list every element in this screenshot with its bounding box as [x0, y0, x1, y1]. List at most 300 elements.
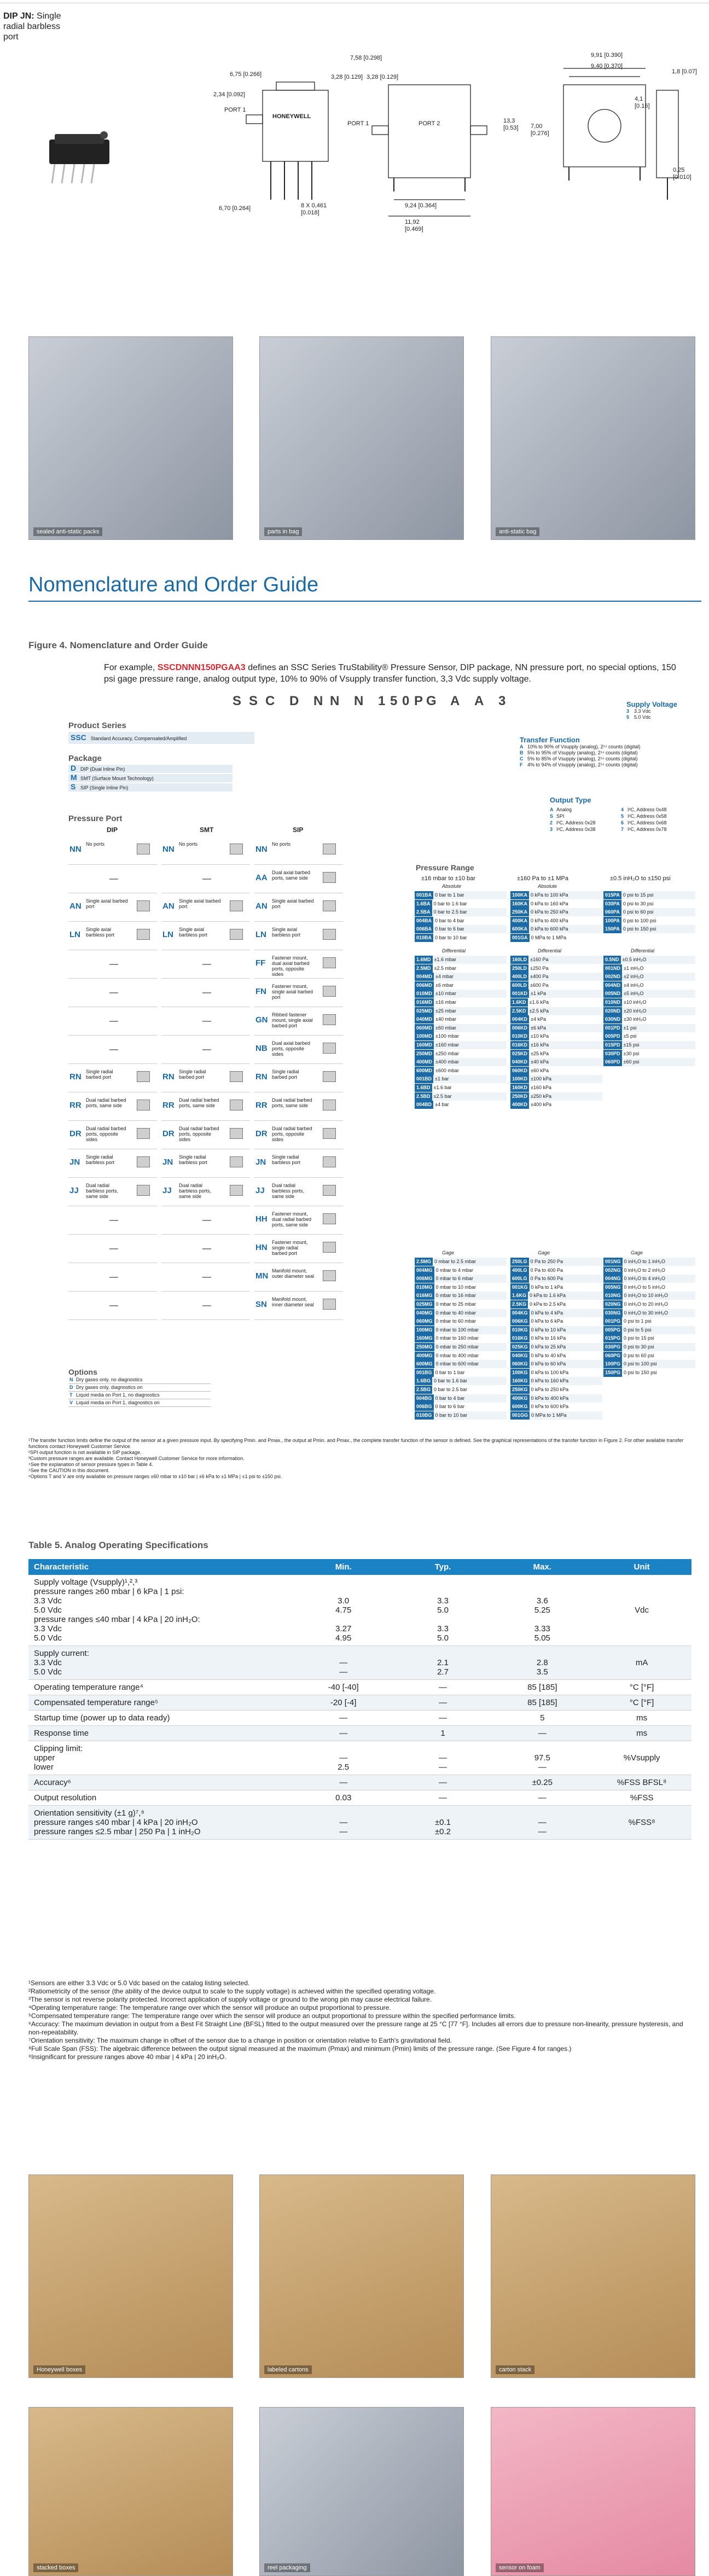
range-text: ±160 kPa: [531, 1085, 551, 1090]
spec-characteristic: Accuracy⁶: [28, 1775, 294, 1790]
port-cell: [68, 1007, 157, 1036]
range-row: [510, 990, 602, 998]
range-code: 100KG: [510, 1369, 530, 1377]
port-cell: [254, 1007, 343, 1036]
port-code: NN: [255, 845, 268, 854]
spec-max: —: [492, 1726, 592, 1741]
range-text: ±400 mbar: [435, 1059, 459, 1065]
range-row: [510, 973, 602, 981]
port-cell: [68, 836, 157, 865]
port-icon: [230, 1156, 243, 1167]
option-item: [68, 1376, 211, 1384]
range-code: 040KD: [510, 1058, 529, 1066]
range-row: [415, 1084, 507, 1092]
range-code: 150PG: [603, 1369, 622, 1377]
port-description: Fastener mount, single axial barbed port: [272, 984, 313, 1000]
range-code: 600KA: [510, 925, 529, 933]
port-code: LN: [255, 930, 266, 939]
range-code: 030PG: [603, 1343, 622, 1351]
port-empty: —: [202, 1216, 211, 1225]
port-empty: —: [202, 988, 211, 997]
port-code: LN: [162, 930, 173, 939]
code: 7: [621, 827, 624, 832]
label: I²C, Address 0x28: [556, 820, 596, 825]
range-code: 060PG: [603, 1352, 622, 1360]
range-code: 250MG: [415, 1343, 434, 1351]
label: Analog: [556, 807, 572, 812]
port-icon: [323, 1213, 336, 1224]
range-row: [510, 1309, 602, 1317]
range-row: [510, 964, 602, 973]
port-icon: [323, 1299, 336, 1310]
fig-note: ³Custom pressure ranges are available. Contact Honeywell Customer Service for more information.: [28, 1456, 245, 1461]
spec-unit: ms: [592, 1711, 691, 1726]
range-code: 001PG: [603, 1317, 622, 1325]
spec-unit: %FSS⁸: [592, 1806, 691, 1840]
port-empty: —: [109, 1272, 118, 1282]
port-empty: —: [109, 1016, 118, 1026]
sensor-product-photo: [33, 129, 134, 189]
port-description: Dual radial barbless ports, same side: [86, 1183, 119, 1199]
range-text: ±16 kPa: [531, 1042, 549, 1048]
range-code: 060PD: [603, 1058, 622, 1066]
port-cell: [68, 1149, 157, 1178]
output-item: [550, 827, 596, 833]
pressure-port-title: Pressure Port: [68, 814, 123, 823]
package-item: [68, 783, 233, 792]
range-text: ±1 psi: [623, 1025, 637, 1031]
range-row: [415, 964, 507, 973]
range-text: ±1.6 bar: [433, 1085, 452, 1090]
code: D: [69, 1385, 73, 1390]
photo-9-caption: sensor on foam: [496, 2563, 544, 2572]
range-text: 0 bar to 4 bar: [435, 1395, 465, 1401]
transfer-item: [520, 750, 700, 756]
code-letter: 0: [402, 694, 410, 708]
port-description: Dual radial barbed ports, same side: [272, 1097, 312, 1108]
range-code: 005PD: [603, 1032, 622, 1040]
range-text: ±250 Pa: [530, 965, 549, 971]
range-type-heading: Gage: [538, 1250, 550, 1255]
port-icon: [137, 1071, 150, 1082]
range-row: [415, 1258, 507, 1266]
range-row: [510, 1084, 602, 1092]
range-row: [603, 990, 695, 998]
spec-max: —: [492, 1790, 592, 1806]
range-code: 010KD: [510, 1032, 529, 1040]
photo-1-caption: sealed anti-static packs: [33, 527, 102, 536]
port-cell: [68, 1092, 157, 1121]
port-cell: [254, 864, 343, 893]
range-text: 0 mbar to 40 mbar: [435, 1310, 476, 1316]
photo-4-caption: Honeywell boxes: [33, 2365, 85, 2374]
port-icon: [323, 900, 336, 911]
code: 5: [621, 813, 624, 819]
range-code: 1.6KG: [510, 1292, 528, 1300]
range-text: 0 kPa to 25 kPa: [531, 1344, 566, 1350]
range-text: ±250 kPa: [531, 1093, 551, 1099]
caption-rest: Single radial barbless port: [3, 11, 61, 42]
range-code: 1.6BD: [415, 1084, 432, 1092]
port-code: NB: [255, 1044, 268, 1053]
table5-note: ⁴Operating temperature range: The temperature range over which the sensor will produce an output proportional to pressure.: [28, 2004, 391, 2011]
dim-g: 8 X 0,461 [0.018]: [301, 202, 327, 216]
range-row: [415, 1292, 507, 1300]
port-empty: —: [202, 1301, 211, 1310]
port-code: LN: [69, 930, 80, 939]
product-series-title: Product Series: [68, 721, 126, 730]
port-icon: [230, 929, 243, 940]
output-item: [550, 807, 572, 813]
range-text: ±60 psi: [623, 1059, 640, 1065]
range-text: 0 bar to 1.6 bar: [434, 1378, 468, 1384]
range-code: 004KD: [510, 1015, 529, 1024]
port-cell: [161, 1120, 250, 1149]
range-text: 0 mbar to 600 mbar: [435, 1361, 479, 1367]
port-icon: [323, 1014, 336, 1025]
output-item: [550, 813, 565, 819]
range-code: 040MG: [415, 1309, 434, 1317]
range-code: 400MG: [415, 1352, 434, 1360]
port-icon: [323, 929, 336, 940]
range-type-heading: Absolute: [442, 883, 462, 889]
range-text: 0 mbar to 25 mbar: [435, 1301, 476, 1307]
range-row: [603, 917, 695, 925]
code: S: [71, 782, 76, 791]
range-row: [415, 900, 507, 908]
port-description: Single axial barbed port: [86, 898, 128, 909]
table5-notes: [28, 1979, 691, 2061]
spec-max: — —: [492, 1806, 592, 1840]
range-row: [603, 973, 695, 981]
range-row: [510, 925, 602, 933]
fig-note: ⁵See the CAUTION in this document.: [28, 1468, 110, 1473]
range-code: 004BD: [415, 1101, 433, 1109]
label: 10% to 90% of Vsupply (analog), 2¹⁴ counts (digital): [527, 744, 641, 749]
port-cell: [161, 921, 250, 950]
port-cell: [254, 1263, 343, 1292]
port-description: Dual radial barbed ports, opposite sides: [272, 1126, 312, 1142]
range-code: 400KG: [510, 1394, 530, 1403]
range-code: 100KD: [510, 1075, 529, 1083]
spec-typ: —: [393, 1680, 493, 1695]
range-code: 004BG: [415, 1394, 434, 1403]
table-header-row: [28, 1559, 691, 1575]
port-code: RR: [162, 1101, 175, 1110]
port-cell: [68, 1177, 157, 1206]
spec-unit: %FSS: [592, 1790, 691, 1806]
port-cell: [68, 893, 157, 922]
dim-n: 4,1 [0.16]: [635, 96, 650, 109]
spec-characteristic: Compensated temperature range⁵: [28, 1695, 294, 1711]
port-code: HN: [255, 1243, 268, 1252]
range-code: 001NG: [603, 1258, 623, 1266]
range-row: [510, 891, 602, 899]
range-code: 002NG: [603, 1266, 623, 1275]
range-code: 2.5BA: [415, 908, 432, 916]
range-row: [415, 1266, 507, 1275]
spec-characteristic: Startup time (power up to data ready): [28, 1711, 294, 1726]
range-code: 160MG: [415, 1334, 434, 1342]
range-row: [415, 1394, 507, 1403]
spec-min: -20 [-4]: [294, 1695, 393, 1711]
range-code: 030NG: [603, 1309, 623, 1317]
range-type-heading: Gage: [442, 1250, 455, 1255]
range-text: 0 kPa to 400 kPa: [531, 917, 568, 923]
range-type-heading: Differential: [442, 948, 466, 953]
range-code: 016KG: [510, 1334, 530, 1342]
port-cell: [68, 978, 157, 1007]
range-code: 1.6BA: [415, 900, 432, 908]
spec-row: [28, 1711, 691, 1726]
range-text: 0 psi to 15 psi: [623, 892, 654, 898]
range-code: 160KA: [510, 900, 529, 908]
caption-bold: DIP JN:: [3, 11, 34, 21]
spec-min: 0.03: [294, 1790, 393, 1806]
port-code: FN: [255, 987, 266, 996]
port-cell: [254, 1092, 343, 1121]
range-text: ±60 kPa: [531, 1067, 549, 1073]
photo-9: [491, 2407, 695, 2576]
option-item: [68, 1399, 211, 1407]
code-letter: A: [450, 694, 460, 708]
range-code: 250LD: [510, 964, 528, 973]
range-text: 0 Pa to 600 Pa: [530, 1276, 563, 1282]
spec-typ: —: [393, 1775, 493, 1790]
range-type-heading: Differential: [538, 948, 562, 953]
range-text: ±10 kPa: [531, 1033, 549, 1039]
port-description: Dual radial barbless ports, same side: [179, 1183, 212, 1199]
range-text: 0 Pa to 400 Pa: [530, 1267, 563, 1273]
range-row: [603, 998, 695, 1007]
label: DIP (Dual Inline Pin): [80, 766, 125, 772]
port-code: SN: [255, 1300, 267, 1309]
range-type-heading: Absolute: [538, 883, 557, 889]
spec-characteristic: Output resolution: [28, 1790, 294, 1806]
fig-note: ²SPI output function is not available in SIP package.: [28, 1450, 142, 1455]
code: 5: [626, 714, 630, 720]
port-code: NN: [162, 845, 175, 854]
range-text: ±2.5 bar: [433, 1093, 452, 1099]
photo-7: [28, 2407, 233, 2576]
range-row: [603, 1334, 695, 1342]
range-row: [510, 1360, 602, 1368]
range-row: [603, 1024, 695, 1032]
range-row: [603, 1258, 695, 1266]
photo-2-caption: parts in bag: [264, 527, 302, 536]
port-cell: [161, 1035, 250, 1064]
port-code: JJ: [162, 1186, 172, 1195]
range-text: 0 kPa to 250 kPa: [531, 909, 568, 915]
spec-characteristic: Clipping limit: upper lower: [28, 1741, 294, 1775]
spec-unit: °C [°F]: [592, 1680, 691, 1695]
port-cell: [254, 1291, 343, 1320]
range-code: 1.6BG: [415, 1377, 432, 1385]
port-column-header: SIP: [293, 826, 304, 834]
range-row: [510, 1326, 602, 1334]
port-icon: [323, 1185, 336, 1196]
range-text: ±1.6 mbar: [434, 957, 456, 962]
port-empty: —: [202, 1244, 211, 1253]
port-column-header: SMT: [200, 826, 214, 834]
range-row: [415, 1309, 507, 1317]
label: 5.0 Vdc: [634, 714, 651, 720]
range-row: [510, 1032, 602, 1040]
range-code: 004NG: [603, 1275, 623, 1283]
range-text: 0 bar to 10 bar: [435, 1412, 468, 1418]
range-code: 600MD: [415, 1067, 434, 1075]
spec-row: [28, 1741, 691, 1775]
port-cell: [68, 1120, 157, 1149]
range-code: 030PA: [603, 900, 621, 908]
range-code: 001BG: [415, 1369, 434, 1377]
port-icon: [323, 1043, 336, 1054]
range-text: 0 psi to 60 psi: [623, 909, 654, 915]
range-text: 0 mbar to 2.5 mbar: [434, 1259, 476, 1264]
port-column-header: DIP: [107, 826, 118, 834]
range-code: 060KD: [510, 1067, 529, 1075]
port-icon: [137, 929, 150, 940]
port-description: Single axial barbed port: [272, 898, 314, 909]
range-row: [510, 1394, 602, 1403]
range-row: [510, 1403, 602, 1411]
range-row: [603, 956, 695, 964]
port-cell: [68, 864, 157, 893]
range-text: ±4 kPa: [531, 1016, 546, 1022]
range-code: 002ND: [603, 973, 622, 981]
range-row: [603, 900, 695, 908]
col-header: Unit: [592, 1559, 691, 1575]
fig-note: ¹The transfer function limits define the output of the sensor at a given pressure input. By specifying Pmin. and Pmax., the output at Pmin. and Pmax., the complete transfer function of the sensor is defined. See the graphical representations of the transfer function in Figure 2. For other available transfer functions contact Honeywell Customer Service.: [28, 1438, 684, 1449]
label: I²C, Address 0x68: [627, 820, 667, 825]
range-text: 0 psi to 1 psi: [624, 1318, 652, 1324]
spec-typ: ±0.1 ±0.2: [393, 1806, 493, 1840]
range-code: 010KG: [510, 1326, 530, 1334]
range-row: [603, 981, 695, 990]
port-description: Fastener mount, dual axial barbed ports, opposite sides: [272, 955, 310, 977]
port-description: No ports: [179, 841, 198, 847]
range-text: ±600 Pa: [530, 982, 549, 988]
spec-characteristic: Response time: [28, 1726, 294, 1741]
dim-k: 7,00 [0.276]: [531, 123, 549, 137]
pressure-range-table: [415, 883, 702, 1422]
port-icon: [230, 1128, 243, 1139]
code-letter: 1: [378, 694, 386, 708]
port-icon: [230, 844, 243, 854]
col-header: Max.: [492, 1559, 592, 1575]
range-row: [415, 1343, 507, 1351]
photo-8: [259, 2407, 464, 2576]
range-row: [510, 908, 602, 916]
range-code: 2.5KD: [510, 1007, 528, 1015]
port-icon: [230, 1100, 243, 1110]
range-row: [510, 1050, 602, 1058]
col-header: Characteristic: [28, 1559, 294, 1575]
range-row: [415, 1386, 507, 1394]
port-empty: —: [202, 1272, 211, 1282]
port-cell: [68, 1206, 157, 1235]
port-code: GN: [255, 1015, 268, 1025]
range-row: [510, 1292, 602, 1300]
dim-j: 13,3 [0.53]: [503, 118, 519, 131]
transfer-item: [520, 756, 700, 762]
port-icon: [323, 872, 336, 883]
range-text: ±400 kPa: [531, 1102, 551, 1108]
code: B: [520, 750, 524, 755]
spec-typ: — —: [393, 1741, 493, 1775]
range-code: 040MD: [415, 1015, 434, 1024]
photo-1: [28, 336, 233, 540]
photo-8-caption: reel packaging: [264, 2563, 310, 2572]
range-row: [603, 908, 695, 916]
range-code: 015PD: [603, 1041, 622, 1049]
output-item: [621, 820, 667, 826]
port-description: Dual axial barbed ports, opposite sides: [272, 1040, 311, 1057]
photo-3-caption: anti-static bag: [496, 527, 539, 536]
range-code: 030ND: [603, 1015, 622, 1024]
port-description: No ports: [272, 841, 291, 847]
pr-col-head-3: ±0.5 inH₂O to ±150 psi: [610, 875, 671, 882]
range-code: 2.5BD: [415, 1092, 432, 1101]
range-text: 0 psi to 100 psi: [623, 917, 656, 923]
port-empty: —: [109, 874, 118, 883]
range-text: 0 kPa to 1.6 kPa: [530, 1293, 566, 1299]
range-row: [510, 1343, 602, 1351]
range-row: [510, 1058, 602, 1066]
port-cell: [161, 1177, 250, 1206]
port-icon: [323, 1242, 336, 1253]
range-text: 0 kPa to 2.5 kPa: [530, 1301, 566, 1307]
range-row: [510, 1015, 602, 1024]
photo-7-caption: stacked boxes: [33, 2563, 78, 2572]
range-row: [415, 1067, 507, 1075]
output-type-block: [550, 796, 703, 832]
range-row: [510, 1377, 602, 1385]
range-code: 010BA: [415, 934, 433, 942]
port-description: Fastener mount, single radial barbed port: [272, 1240, 308, 1256]
spec-unit: Vdc: [592, 1575, 691, 1646]
port-cell: [254, 1120, 343, 1149]
range-text: ±600 mbar: [435, 1067, 459, 1073]
pr-col-head-1: ±16 mbar to ±10 bar: [421, 875, 475, 882]
range-row: [510, 1075, 602, 1083]
range-row: [510, 1334, 602, 1342]
port-description: Single axial barbless port: [86, 927, 115, 938]
figure-notes: [28, 1438, 701, 1480]
range-text: 0 mbar to 160 mbar: [435, 1335, 479, 1341]
code: 2: [550, 820, 553, 825]
port-code: AN: [255, 902, 268, 911]
range-code: 005ND: [603, 990, 622, 998]
range-text: 0 psi to 30 psi: [623, 900, 654, 906]
range-row: [603, 1015, 695, 1024]
range-text: ±40 kPa: [531, 1059, 549, 1065]
port-cell: [254, 1149, 343, 1178]
range-text: 0 mbar to 400 mbar: [435, 1352, 479, 1358]
range-text: 0 inH₂O to 30 inH₂O: [624, 1310, 669, 1316]
spec-characteristic: Supply current: 3.3 Vdc 5.0 Vdc: [28, 1646, 294, 1680]
range-text: 0 mbar to 250 mbar: [435, 1344, 479, 1350]
range-text: ±6 kPa: [531, 1025, 546, 1031]
pr-col-head-2: ±160 Pa to ±1 MPa: [517, 875, 569, 882]
range-text: ±20 inH₂O: [624, 1008, 647, 1014]
range-code: 100KA: [510, 891, 529, 899]
range-text: ±40 mbar: [435, 1016, 456, 1022]
product-series-label: Standard Accuracy, Compensated/Amplified: [90, 736, 187, 741]
range-code: 001ND: [603, 964, 622, 973]
port-cell: [68, 1063, 157, 1092]
port-code: JN: [162, 1158, 173, 1167]
